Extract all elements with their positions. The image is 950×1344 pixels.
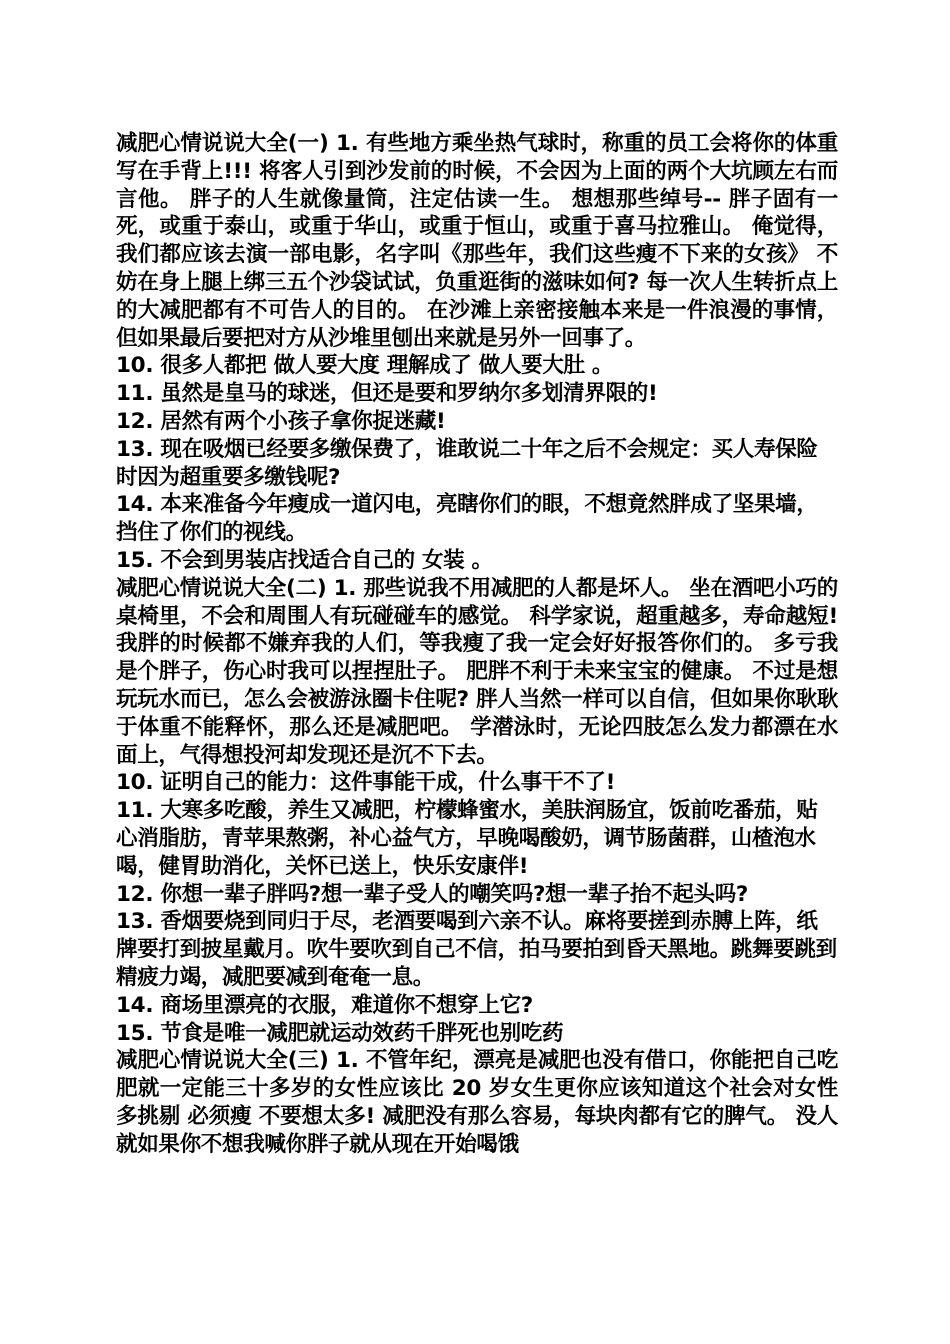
list-item-13: 13. 现在吸烟已经要多缴保费了，谁敢说二十年之后不会规定：买人寿保险时因为超重要多缴钱呢? bbox=[116, 436, 818, 490]
list-item-12: 12. 你想一辈子胖吗?想一辈子受人的嘲笑吗?想一辈子抬不起头吗? bbox=[116, 881, 749, 907]
list-item-14: 14. 商场里漂亮的衣服，难道你不想穿上它? bbox=[116, 992, 533, 1018]
document-body bbox=[116, 130, 838, 1158]
list-item-15: 15. 不会到男装店找适合自己的 女装 。 bbox=[116, 547, 493, 573]
section-one-paragraph: 减肥心情说说大全(一) 1. 有些地方乘坐热气球时，称重的员工会将你的体重写在手背上!!! 将客人引到沙发前的时候，不会因为上面的两个大坑顾左右而言他。 胖子的人生就像量筒，注定估读一生。 想想那些绰号-- 胖子固有一死，或重于泰山，或重于华山，或重于恒山，或重于喜马拉雅山。 俺觉得，我们都应该去演一部电影，名字叫《那些年，我们这些瘦不下来的女孩》 不妨在身上腿上绑三五个沙袋试试，负重逛街的滋味如何? 每一次人生转折点上的大减肥都有不可告人的目的。 在沙滩上亲密接触本来是一件浪漫的事情，但如果最后要把对方从沙堆里刨出来就是另外一回事了。 bbox=[116, 131, 838, 351]
list-item-10: 10. 证明自己的能力：这件事能干成，什么事干不了! bbox=[116, 770, 616, 796]
list-item-13: 13. 香烟要烧到同归于尽，老酒要喝到六亲不认。麻将要搓到赤膊上阵，纸牌要打到披星戴月。吹牛要吹到自己不信，拍马要拍到昏天黑地。跳舞要跳到精疲力竭，减肥要减到奄奄一息。 bbox=[116, 909, 837, 990]
list-item-10: 10. 很多人都把 做人要大度 理解成了 做人要大肚 。 bbox=[116, 353, 614, 379]
list-item-12: 12. 居然有两个小孩子拿你捉迷藏! bbox=[116, 408, 446, 434]
list-item-11: 11. 虽然是皇马的球迷，但还是要和罗纳尔多划清界限的! bbox=[116, 381, 658, 407]
section-three-paragraph: 减肥心情说说大全(三) 1. 不管年纪，漂亮是减肥也没有借口，你能把自己吃肥就一定能三十多岁的女性应该比 20 岁女生更你应该知道这个社会对女性多挑剔 必须瘦 不要想太多! 减肥没有那么容易，每块肉都有它的脾气。 没人就如果你不想我喊你胖子就从现在开始喝饿 bbox=[116, 1048, 838, 1157]
list-item-14: 14. 本来准备今年瘦成一道闪电，亮瞎你们的眼，不想竟然胖成了坚果墙，挡住了你们的视线。 bbox=[116, 492, 818, 546]
section-two-paragraph: 减肥心情说说大全(二) 1. 那些说我不用减肥的人都是坏人。 坐在酒吧小巧的桌椅里，不会和周围人有玩碰碰车的感觉。 科学家说，超重越多，寿命越短! 我胖的时候都不嫌弃我的人们，等我瘦了我一定会好好报答你们的。 多亏我是个胖子，伤心时我可以捏捏肚子。 肥胖不利于未来宝宝的健康。 不过是想玩玩水而已，怎么会被游泳圈卡住呢? 胖人当然一样可以自信，但如果你耿耿于体重不能释怀，那么还是减肥吧。 学潜泳时，无论四肢怎么发力都漂在水面上，气得想投河却发现还是沉不下去。 bbox=[116, 575, 838, 768]
list-item-11: 11. 大寒多吃酸，养生又减肥，柠檬蜂蜜水，美肤润肠宜，饭前吃番茄，贴心消脂肪，青苹果熬粥，补心益气方，早晚喝酸奶，调节肠菌群，山楂泡水喝，健胃助消化，关怀已送上，快乐安康伴! bbox=[116, 798, 818, 879]
list-item-15: 15. 节食是唯一减肥就运动效药千胖死也别吃药 bbox=[116, 1020, 564, 1046]
